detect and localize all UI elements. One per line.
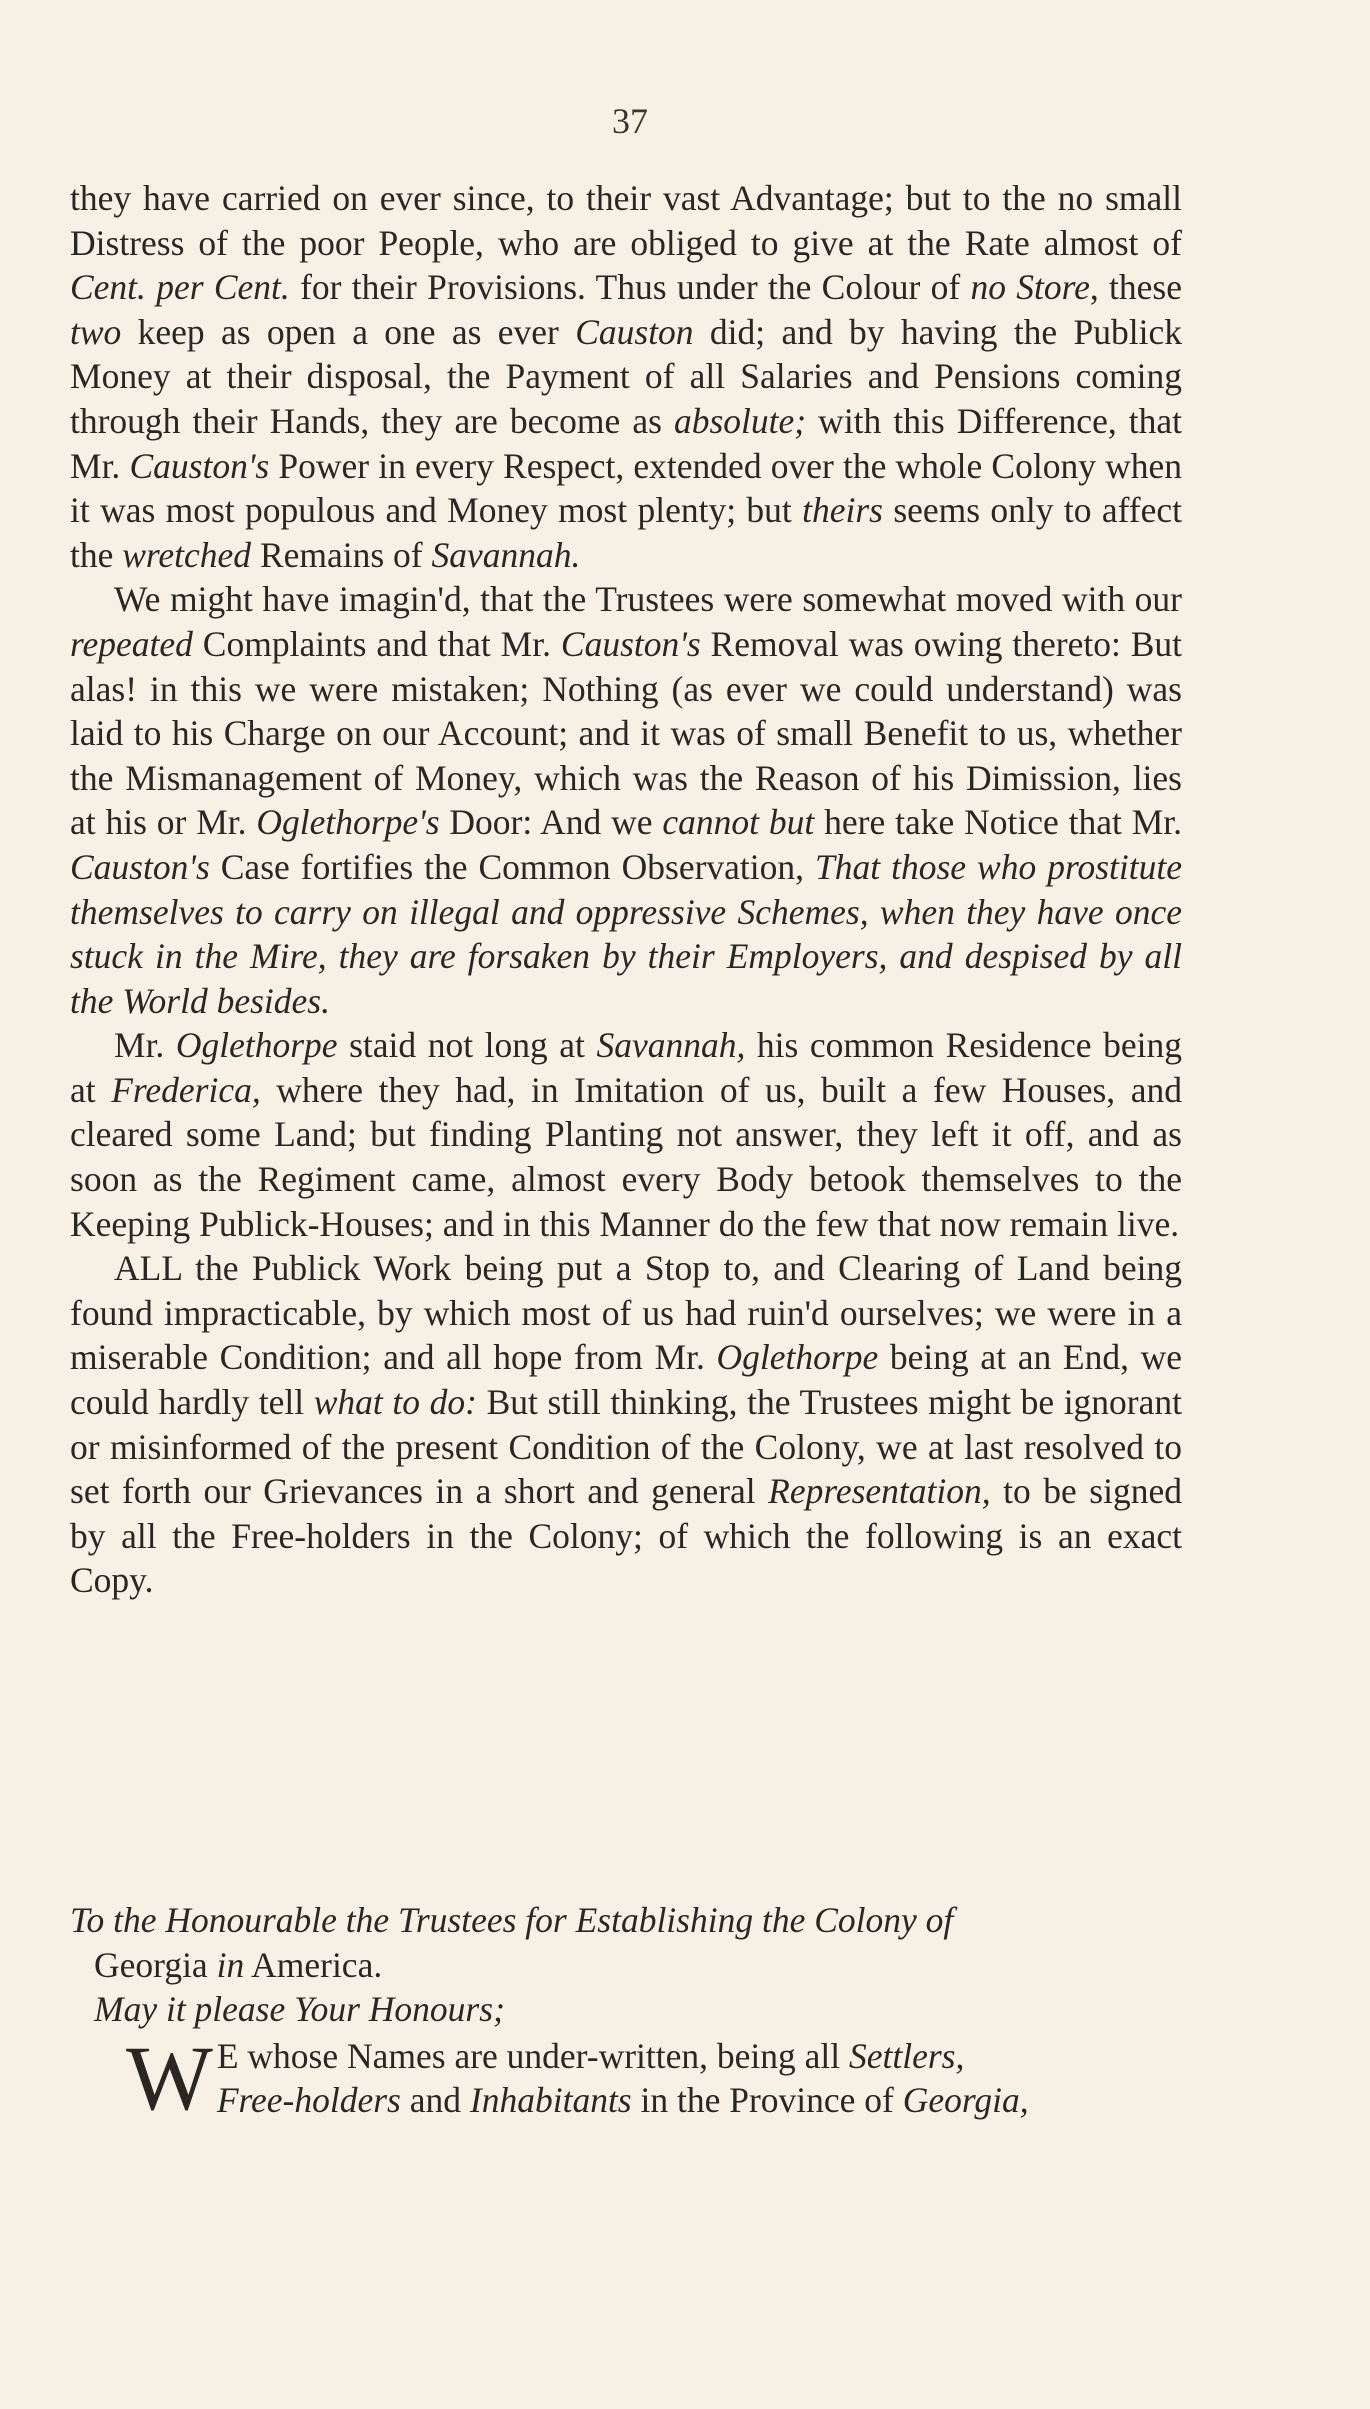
address-heading: To the Honourable the Trustees for Establishing the Colony of (70, 1900, 954, 1940)
drop-cap: W (126, 2026, 213, 2129)
body-text (70, 176, 1182, 1603)
paragraph-3: Mr. Oglethorpe staid not long at Savannah, his common Residence being at Frederica, where they had, in Imitation of us, built a few Houses, and cleared some Land; but finding Planting not answer, they left it off, and as soon as the Regiment came, almost every Body betook themselves to the Keeping Publick-Houses; and in this Manner do the few that now remain live. (70, 1025, 1182, 1244)
paragraph-4: ALL the Publick Work being put a Stop to, and Clearing of Land being found impracticable, by which most of us had ruin'd ourselves; we were in a miserable Condition; and all hope from Mr. Oglethorpe being at an End, we could hardly tell what to do: But still thinking, the Trustees might be ignorant or misinformed of the present Condition of the Colony, we at last resolved to set forth our Grievances in a short and general Representation, to be signed by all the Free-holders in the Colony; of which the following is an exact Copy. (70, 1248, 1182, 1601)
petition-opening: W E whose Names are under-written, being all Settlers, Free-holders and Inhabitants in the Province of Georgia, (126, 2026, 1029, 2129)
petition-address (70, 1898, 1182, 2129)
paragraph-2: We might have imagin'd, that the Trustees were somewhat moved with our repeated Complaints and that Mr. Causton's Removal was owing thereto: But alas! in this we were mistaken; Nothing (as ever we could understand) was laid to his Charge on our Account; and it was of small Benefit to us, whether the Mismanagement of Money, which was the Reason of his Dimission, lies at his or Mr. Oglethorpe's Door: And we cannot but here take Notice that Mr. Causton's Case fortifies the Common Observation, That those who prostitute themselves to carry on illegal and oppressive Schemes, when they have once stuck in the Mire, they are forsaken by their Employers, and despised by all the World besides. (70, 579, 1183, 1021)
page-number: 37 (612, 101, 648, 141)
paragraph-1: they have carried on ever since, to their vast Advantage; but to the no small Distress of the poor People, who are obliged to give at the Rate almost of Cent. per Cent. for their Provisions. Thus under the Colour of no Store, these two keep as open a one as ever Causton did; and by having the Publick Money at their disposal, the Payment of all Salaries and Pensions coming through their Hands, they are become as absolute; with this Difference, that Mr. Causton's Power in every Respect, extended over the whole Colony when it was most populous and Money most plenty; but theirs seems only to affect the wretched Remains of Savannah. (70, 178, 1183, 575)
address-location: Georgia in America. (94, 1944, 383, 1985)
salutation: May it please Your Honours; (94, 1989, 505, 2030)
